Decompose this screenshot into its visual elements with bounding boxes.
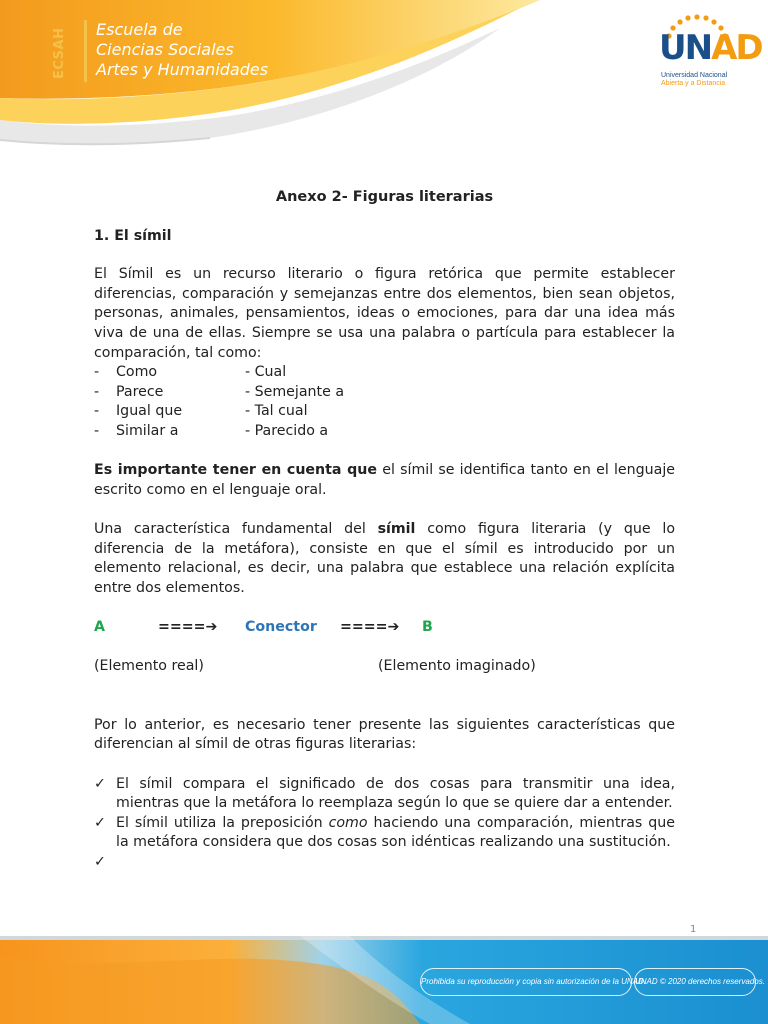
logo-un: UN [659,28,712,68]
arrow-icon: ====➔ [158,618,218,635]
paragraph-important: Es importante tener en cuenta que el símil se identifica tanto en el lenguaje escrito como en el lenguaje oral. [94,462,675,498]
list-item: - Como - Cual [94,364,287,381]
ecsah-label: ECSAH [52,27,67,79]
list-item: - Parece - Semejante a [94,383,345,400]
logo-wordmark [659,28,762,68]
logo-subtitle [661,72,727,88]
checkmark-icon: ✓ [94,854,106,870]
checklist-item [94,853,675,873]
simile-formula [94,618,675,638]
unad-logo [655,14,762,94]
paragraph-definition: El Símil es un recurso literario o figura retórica que permite establecer diferencias, comparación y semejanzas entre dos elementos, bien sean objetos, personas, animales, pensamientos, ideas o emociones, para dar una idea más viva de una de ellas. Siempre se usa una palabra o partícula para establecer la comparación, tal como: [94,266,675,361]
school-line: Escuela de [96,20,183,39]
checklist-item: ✓ El símil compara el significado de dos cosas para transmitir una idea, mientras que la metáfora lo reemplaza según lo que se quiere dar a entender. [94,775,675,814]
divider [84,20,87,82]
section-heading: 1. El símil [94,227,172,244]
school-line: Ciencias Sociales [96,40,234,59]
checkmark-icon: ✓ [94,775,106,792]
particle-list [94,363,675,441]
page-header [0,0,768,150]
formula-connector: Conector [245,618,317,635]
checkmark-icon: ✓ [94,814,106,831]
formula-elements [94,657,675,677]
element-real: (Elemento real) [94,658,204,675]
arrow-icon: ====➔ [340,618,400,635]
school-name [96,20,268,80]
school-line: Artes y Humanidades [96,60,269,79]
formula-b: B [422,618,433,635]
list-item: - Igual que - Tal cual [94,403,308,420]
document-body [94,188,675,873]
document-title: Anexo 2- Figuras literarias [275,189,494,205]
formula-a: A [94,618,105,635]
paragraph-intro-list: Por lo anterior, es necesario tener presente las siguientes características que diferencian al símil de otras figuras literarias: [94,716,675,753]
page-number: 1 [690,924,697,935]
logo-ad: AD [711,28,762,68]
page-footer [0,936,768,1024]
logo-sub-line: Abierta y a Distancia [661,80,726,87]
list-item: - Similar a - Parecido a [94,422,329,439]
element-imagined: (Elemento imaginado) [378,658,536,675]
logo-sub-line: Universidad Nacional [661,72,728,79]
copyright-notice: UNAD © 2020 derechos reservados. [634,968,756,996]
copy-notice: Prohibida su reproducción y copia sin autorización de la UNAD. [420,968,632,996]
paragraph-characteristic: Una característica fundamental del símil como figura literaria (y que lo diferencia de la metáfora), consiste en que el símil es introducido por un elemento relacional, es decir, una palabra que establece una relación explícita entre dos elementos. [94,520,675,596]
checklist-item: ✓ El símil utiliza la preposición como haciendo una comparación, mientras que la metáfora considera que dos cosas son idénticas realizando una sustitución. [94,814,675,853]
